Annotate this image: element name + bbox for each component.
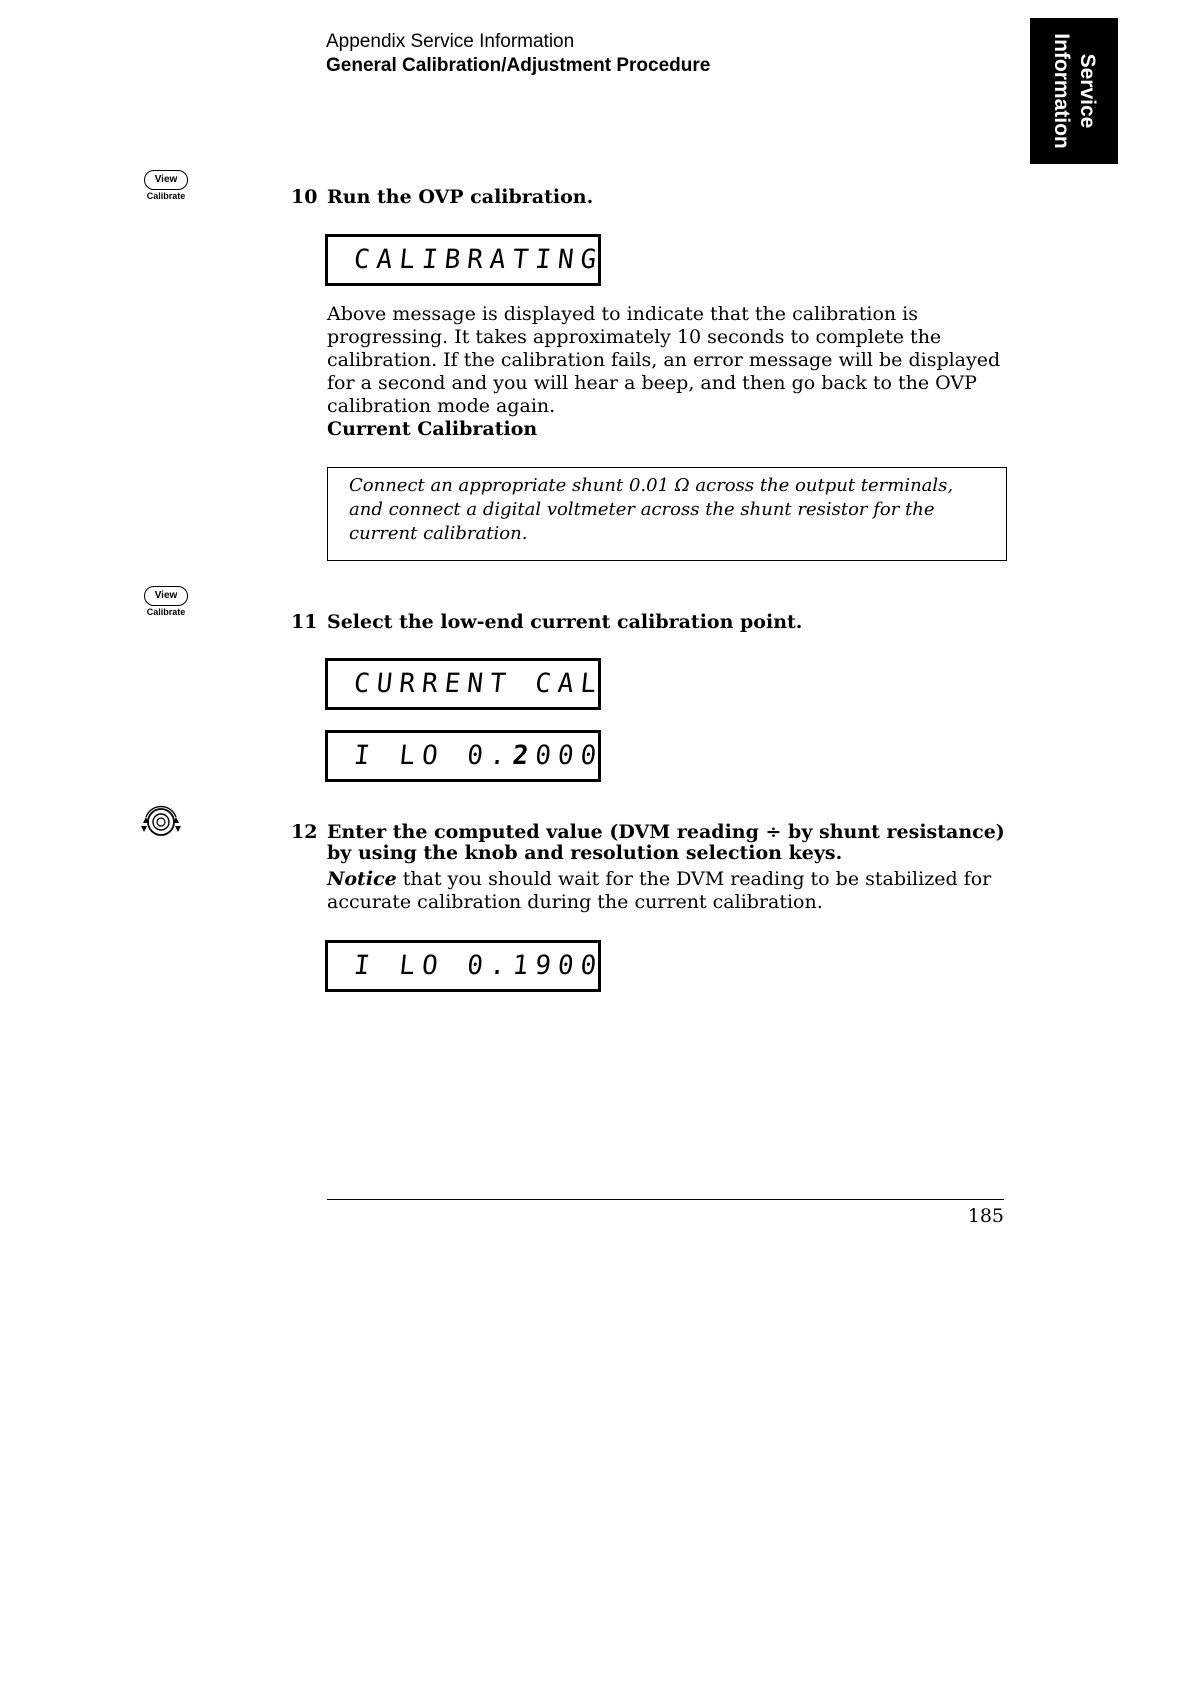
lcd-highlight-digit: 2 <box>510 740 537 772</box>
note-text: Connect an appropriate shunt 0.01 Ω across the output terminals, and connect a digital voltmeter across the shunt resistor for the current calibration. <box>349 475 954 544</box>
step-12-notice <box>327 868 1007 914</box>
step-11-title: Select the low-end current calibration point. <box>327 611 803 633</box>
view-key-label: View <box>144 586 188 606</box>
header-section: Appendix Service Information <box>326 31 575 52</box>
notice-label: Notice <box>327 868 397 890</box>
lcd-display-current-cal <box>325 658 605 710</box>
lcd-text-suffix: 000 <box>533 740 605 772</box>
step-10-number: 10 <box>291 186 318 208</box>
knob-icon <box>138 804 184 840</box>
lcd-display-calibrating <box>325 234 605 286</box>
lcd-text: CALIBRATING <box>352 244 605 276</box>
step-10-body: Above message is displayed to indicate that the calibration is progressing. It takes approximately 10 seconds to complete the calibration. If the calibration fails, an error message will be displayed for a second and you will hear a beep, and then go back to the OVP calibration mode again. <box>327 303 1001 417</box>
side-tab-line2: Information <box>1050 33 1073 149</box>
page-title: General Calibration/Adjustment Procedure <box>326 55 711 76</box>
view-calibrate-key-icon <box>138 170 194 201</box>
view-calibrate-key-icon <box>138 586 194 617</box>
lcd-text: CURRENT CAL <box>352 668 605 700</box>
view-key-label: View <box>144 170 188 190</box>
footer-rule <box>327 1199 1004 1200</box>
lcd-text: I LO 0.1900 <box>352 950 605 982</box>
lcd-display-i-lo-final <box>325 940 605 992</box>
lcd-text-prefix: I LO 0. <box>352 740 515 772</box>
side-tab <box>1030 18 1118 164</box>
step-12-title: Enter the computed value (DVM reading ÷ by shunt resistance) by using the knob and resolution selection keys. <box>327 821 1005 864</box>
step-10-title: Run the OVP calibration. <box>327 186 594 208</box>
page-number: 185 <box>967 1205 1004 1227</box>
calibrate-key-label: Calibrate <box>146 607 186 617</box>
current-calibration-heading: Current Calibration <box>327 418 538 440</box>
notice-body: that you should wait for the DVM reading to be stabilized for accurate calibration during the current calibration. <box>327 868 992 913</box>
note-box <box>327 467 1007 561</box>
step-12-number: 12 <box>291 821 318 843</box>
side-tab-line1: Service <box>1076 53 1099 129</box>
step-11-number: 11 <box>291 611 318 633</box>
lcd-display-i-lo-initial <box>325 730 605 782</box>
calibrate-key-label: Calibrate <box>146 191 186 201</box>
